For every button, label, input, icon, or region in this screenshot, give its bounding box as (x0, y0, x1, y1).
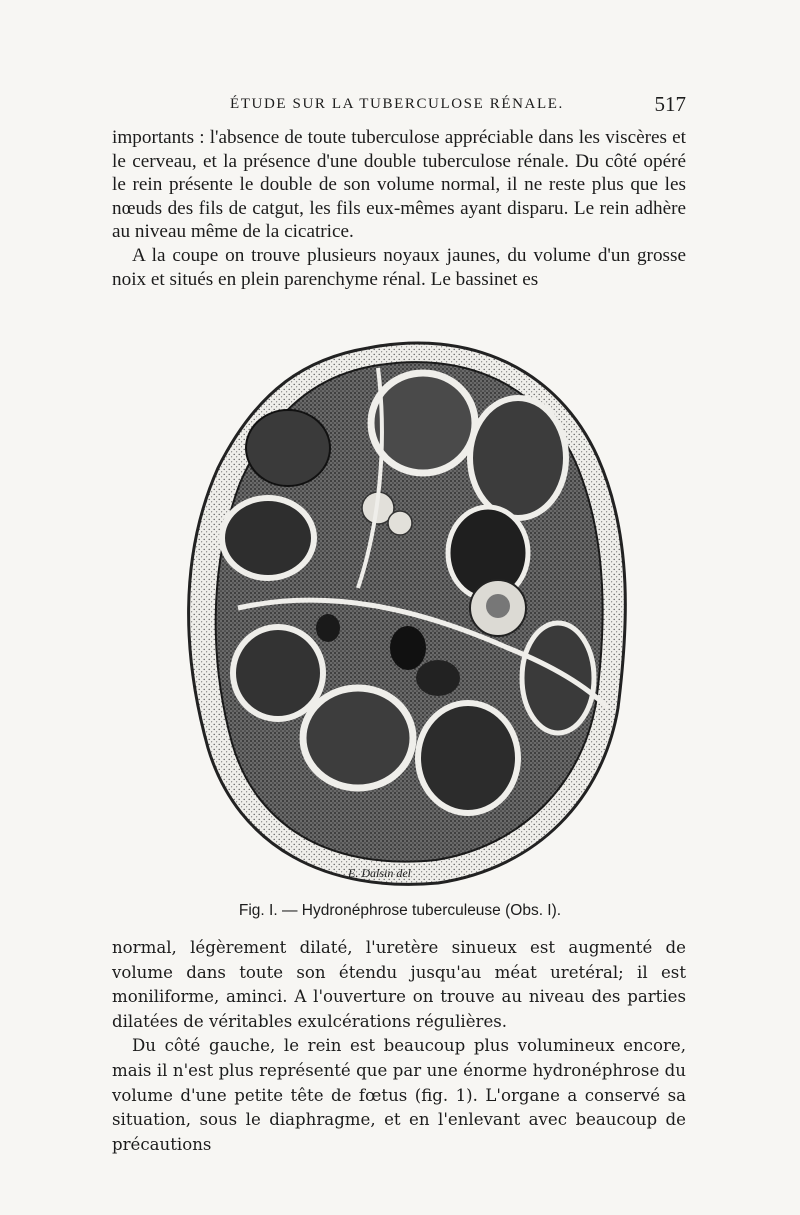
bottom-text-block (112, 936, 686, 1157)
paragraph: Du côté gauche, le rein est beaucoup plus volumineux encore, mais il n'est plus représenté que par une énorme hydronéphrose du volume d'une petite tête de fœtus (fig. 1). L'organe a conservé sa situation, sous le diaphragme, et en l'enlevant avec beaucoup de précautions (112, 1036, 686, 1154)
top-text-block (112, 126, 686, 291)
paragraph: importants : l'absence de toute tuberculose appréciable dans les viscères et le cerveau, et la présence d'une double tuberculose rénale. Du côté opéré le rein présente le double de son volume normal, il ne reste plus que les nœuds des fils de catgut, les fils eux-mêmes ayant disparu. Le rein adhère au niveau même de la cicatrice. (112, 127, 686, 243)
page-number: 517 (654, 92, 686, 116)
page-header (112, 92, 686, 118)
paragraph: normal, légèrement dilaté, l'uretère sinueux est augmenté de volume dans toute son étendu jusqu'au méat uretéral; il est moniliforme, aminci. A l'ouverture on trouve au niveau des parties dilatées de véritables exulcérations régulières. (112, 938, 686, 1031)
running-title: ÉTUDE SUR LA TUBERCULOSE RÉNALE. (230, 96, 564, 112)
illustrator-signature: E. Dalsin del (348, 866, 411, 880)
figure-caption: Fig. I. — Hydronéphrose tuberculeuse (Obs. I). (238, 902, 562, 919)
kidney-illustration (178, 328, 640, 896)
paragraph: A la coupe on trouve plusieurs noyaux jaunes, du volume d'un grosse noix et situés en plein parenchyme rénal. Le bassinet es (112, 244, 686, 290)
kidney-section-drawing (178, 328, 640, 896)
